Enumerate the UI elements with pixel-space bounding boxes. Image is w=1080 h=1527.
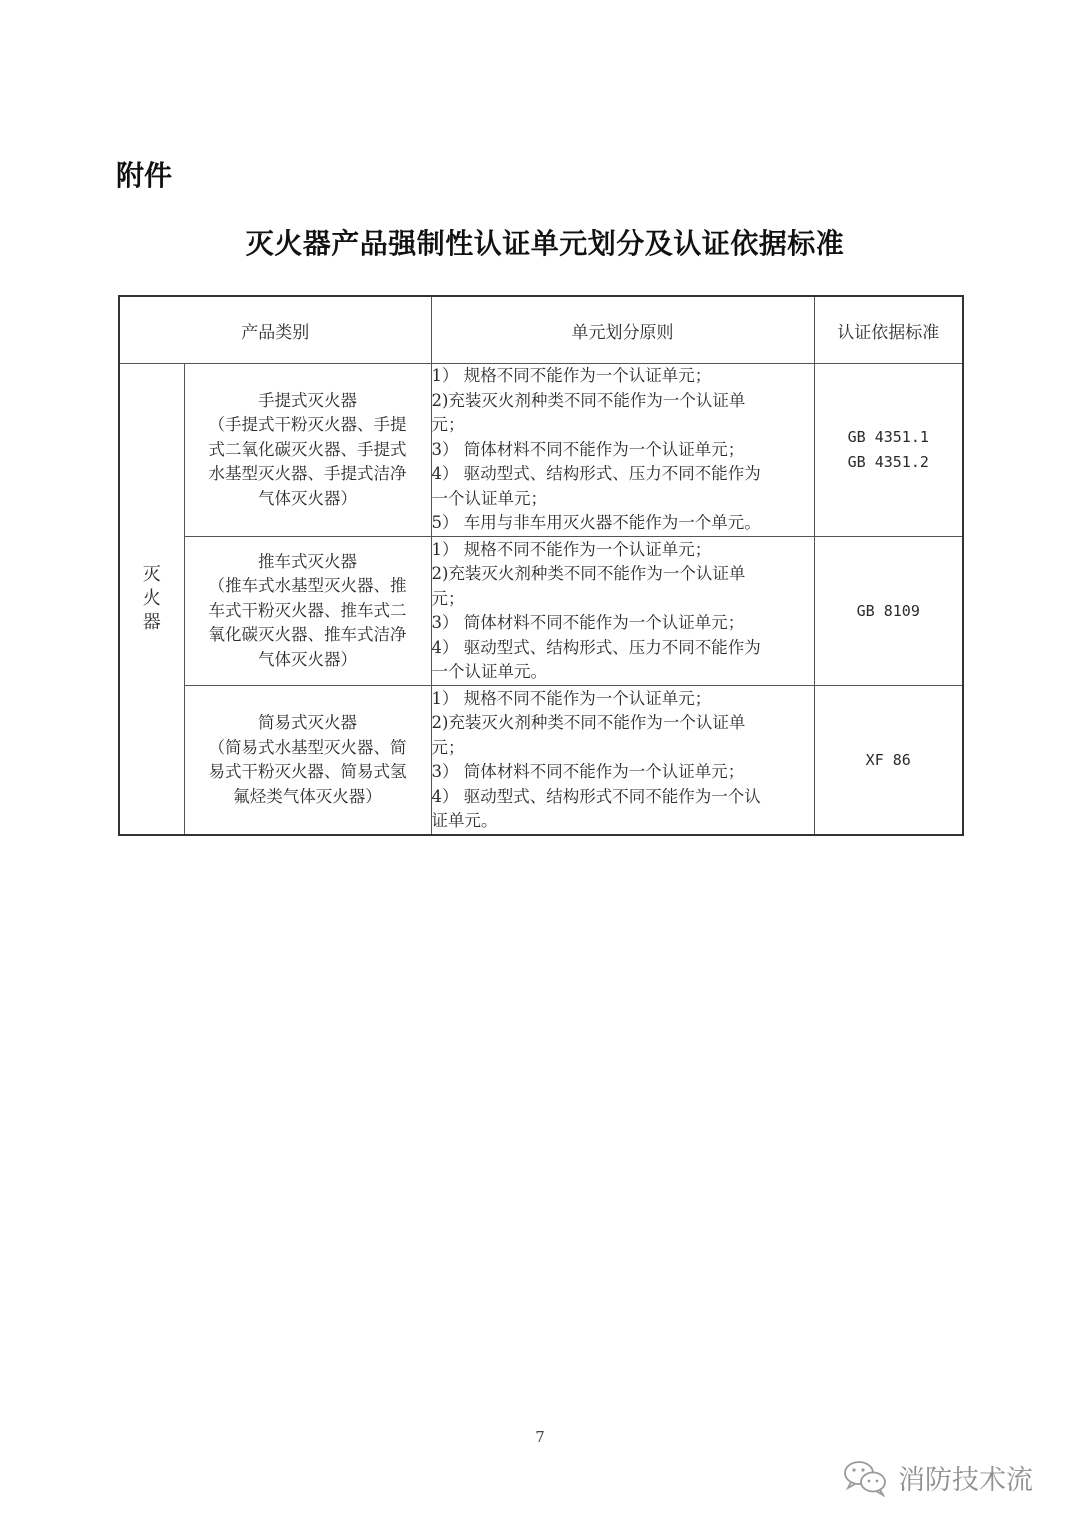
standard-code: GB 4351.1: [847, 428, 929, 446]
rule-line: 3） 筒体材料不同不能作为一个认证单元；: [431, 762, 745, 781]
category-char: 火: [142, 588, 161, 609]
rule-line: 元；: [431, 588, 465, 608]
header-cert-standard: 认证依据标准: [814, 296, 963, 364]
rule-line: 3） 筒体材料不同不能作为一个认证单元；: [431, 439, 745, 459]
rule-line: 5） 车用与非车用灭火器不能作为一个单元。: [431, 513, 761, 533]
category-char: 器: [142, 612, 161, 633]
product-detail-line: （推车式水基型灭火器、推: [208, 576, 407, 596]
standard-cell: [814, 686, 963, 836]
product-cell: [184, 686, 431, 836]
rule-line: 元；: [431, 737, 465, 757]
principle-cell: [431, 364, 814, 537]
table-row: [119, 537, 963, 686]
rule-line: 一个认证单元。: [431, 662, 547, 681]
product-detail-line: 氧化碳灭火器、推车式洁净: [208, 625, 407, 645]
product-name: 手提式灭火器: [258, 390, 357, 410]
certification-table: [118, 295, 964, 836]
watermark-text: 消防技术流: [898, 1464, 1033, 1496]
product-detail-line: （简易式水基型灭火器、简: [208, 737, 407, 757]
rule-line: 2)充装灭火剂种类不同不能作为一个认证单: [431, 713, 746, 732]
product-detail-line: 车式干粉灭火器、推车式二: [208, 600, 407, 620]
rule-line: 1） 规格不同不能作为一个认证单元；: [431, 366, 712, 386]
table-header-row: [119, 296, 963, 364]
product-cell: [184, 364, 431, 537]
rule-line: 4） 驱动型式、结构形式不同不能作为一个认: [431, 786, 761, 806]
rule-line: 一个认证单元；: [431, 488, 547, 508]
category-char: 灭: [142, 564, 161, 585]
rule-line: 1） 规格不同不能作为一个认证单元；: [431, 688, 712, 708]
product-detail-line: （手提式干粉灭火器、手提: [208, 415, 407, 435]
product-name: 简易式灭火器: [258, 713, 357, 732]
category-cell-fire-extinguisher: [119, 364, 184, 836]
rule-line: 证单元。: [431, 811, 498, 830]
standard-code: GB 4351.2: [847, 453, 929, 471]
product-detail-line: 水基型灭火器、手提式洁净: [208, 464, 407, 484]
product-detail-line: 气体灭火器）: [258, 488, 357, 508]
product-detail-line: 氟烃类气体灭火器）: [233, 786, 382, 806]
rule-line: 4） 驱动型式、结构形式、压力不同不能作为: [431, 637, 761, 657]
rule-line: 2)充装灭火剂种类不同不能作为一个认证单: [431, 390, 746, 410]
product-detail-line: 气体灭火器）: [258, 649, 357, 669]
rule-line: 3） 筒体材料不同不能作为一个认证单元；: [431, 613, 745, 632]
principle-cell: [431, 686, 814, 836]
product-cell: [184, 537, 431, 686]
attachment-label: 附件: [116, 159, 173, 192]
product-name: 推车式灭火器: [258, 551, 357, 571]
standard-code: GB 8109: [856, 601, 920, 620]
rule-line: 4） 驱动型式、结构形式、压力不同不能作为: [431, 464, 761, 484]
standard-cell: [814, 537, 963, 686]
product-detail-line: 式二氧化碳灭火器、手提式: [208, 439, 407, 459]
standard-cell: [814, 364, 963, 537]
rule-line: 2)充装灭火剂种类不同不能作为一个认证单: [431, 564, 746, 583]
page-number: 7: [535, 1428, 545, 1446]
header-unit-principle: 单元划分原则: [431, 296, 814, 364]
document-title: 灭火器产品强制性认证单元划分及认证依据标准: [245, 227, 845, 260]
rule-line: 1） 规格不同不能作为一个认证单元；: [431, 539, 712, 559]
watermark: [842, 1455, 1033, 1499]
wechat-icon: [842, 1457, 890, 1497]
rule-line: 元；: [431, 415, 465, 435]
standard-code: XF 86: [865, 750, 911, 769]
table-row: [119, 364, 963, 537]
product-detail-line: 易式干粉灭火器、简易式氢: [208, 762, 407, 781]
header-product-category: 产品类别: [119, 296, 431, 364]
table-row: [119, 686, 963, 836]
principle-cell: [431, 537, 814, 686]
